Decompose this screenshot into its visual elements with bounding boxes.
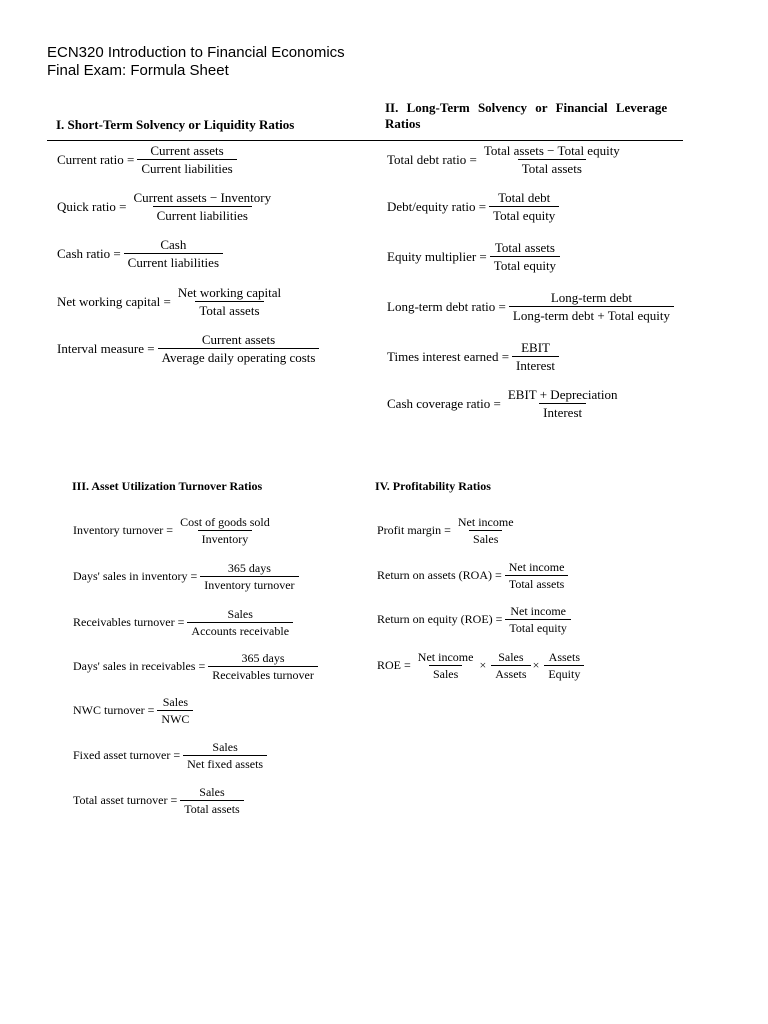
- denominator: Total assets: [505, 575, 568, 591]
- formula-cash-coverage-ratio: [387, 387, 621, 420]
- document-header: [47, 44, 345, 80]
- section-4-title: IV. Profitability Ratios: [375, 479, 491, 493]
- fraction: [512, 340, 559, 373]
- formula-days-sales-in-receivables: [73, 651, 318, 682]
- fraction: [176, 515, 274, 546]
- denominator: Receivables turnover: [208, 666, 318, 682]
- formula-label: ROE =: [377, 658, 411, 672]
- formula-debt-equity-ratio: [387, 190, 559, 223]
- denominator: Equity: [544, 665, 584, 681]
- denominator: Current liabilities: [124, 253, 223, 270]
- section-2-title: [385, 100, 685, 132]
- formula-label: Days' sales in receivables =: [73, 659, 206, 673]
- formula-label: Interval measure =: [57, 340, 155, 356]
- section-3-title: III. Asset Utilization Turnover Ratios: [72, 479, 263, 493]
- times-sign: ×: [532, 658, 540, 672]
- fraction: [180, 785, 243, 816]
- numerator: Net income: [457, 515, 514, 529]
- denominator: Total assets: [518, 159, 586, 176]
- denominator: Total assets: [195, 301, 263, 318]
- formula-label: Return on equity (ROE) =: [377, 612, 503, 626]
- formula-label: Equity multiplier =: [387, 248, 487, 264]
- fraction: [490, 240, 560, 273]
- numerator: Net income: [508, 560, 565, 574]
- formula-total-debt-ratio: [387, 143, 624, 176]
- numerator: Cost of goods sold: [180, 515, 270, 529]
- formula-label: Long-term debt ratio =: [387, 298, 506, 314]
- denominator: Interest: [539, 403, 586, 420]
- formula-label: Times interest earned =: [387, 348, 510, 364]
- numerator: Sales: [227, 607, 253, 621]
- formula-label: NWC turnover =: [73, 703, 155, 717]
- denominator: Sales: [429, 665, 462, 681]
- fraction: [480, 143, 624, 176]
- formula-long-term-debt-ratio: [387, 290, 674, 323]
- numerator: EBIT + Depreciation: [507, 387, 618, 402]
- formula-label: Cash coverage ratio =: [387, 395, 501, 411]
- numerator: Net working capital: [177, 285, 282, 300]
- formula-label: Debt/equity ratio =: [387, 198, 487, 214]
- fraction: [157, 695, 193, 726]
- formula-label: Inventory turnover =: [73, 523, 174, 537]
- section-2-title-line2: Ratios: [385, 116, 421, 131]
- fraction: [200, 561, 298, 592]
- formula-quick-ratio: [57, 190, 275, 223]
- numerator: Current assets: [201, 332, 276, 347]
- formula-profit-margin: [377, 515, 518, 546]
- fraction: [505, 560, 569, 591]
- formula-label: Total debt ratio =: [387, 151, 477, 167]
- numerator: Total assets: [494, 240, 555, 255]
- formula-label: Return on assets (ROA) =: [377, 568, 502, 582]
- denominator: Total assets: [180, 800, 243, 816]
- denominator: Total equity: [505, 619, 570, 635]
- formula-return-on-assets: [377, 560, 568, 591]
- denominator: Total equity: [489, 206, 559, 223]
- numerator: Total assets − Total equity: [483, 143, 620, 158]
- denominator: Long-term debt + Total equity: [509, 306, 674, 323]
- formula-label: Current ratio =: [57, 151, 135, 167]
- denominator: Accounts receivable: [187, 622, 293, 638]
- fraction: [183, 740, 267, 771]
- section-divider: [47, 140, 683, 141]
- numerator: 365 days: [241, 651, 285, 665]
- formula-equity-multiplier: [387, 240, 560, 273]
- numerator: Cash: [160, 237, 187, 252]
- formula-times-interest-earned: [387, 340, 559, 373]
- denominator: Interest: [512, 356, 559, 373]
- formula-label: Total asset turnover =: [73, 793, 178, 807]
- numerator: Total debt: [498, 190, 551, 205]
- numerator: Long-term debt: [550, 290, 633, 305]
- formula-label: Fixed asset turnover =: [73, 748, 181, 762]
- fraction: [544, 650, 584, 681]
- fraction: [454, 515, 518, 546]
- numerator: Net income: [510, 604, 566, 618]
- formula-nwc-turnover: [73, 695, 193, 726]
- denominator: NWC: [157, 710, 193, 726]
- formula-label: Days' sales in inventory =: [73, 569, 198, 583]
- formula-net-working-capital: [57, 285, 285, 318]
- numerator: Current assets: [150, 143, 224, 158]
- formula-cash-ratio: [57, 237, 223, 270]
- denominator: Net fixed assets: [183, 755, 267, 771]
- numerator: Sales: [199, 785, 225, 799]
- denominator: Average daily operating costs: [158, 348, 320, 365]
- course-title: ECN320 Introduction to Financial Economics: [47, 44, 345, 61]
- formula-days-sales-in-inventory: [73, 561, 299, 592]
- section-1-title: I. Short-Term Solvency or Liquidity Ratios: [56, 117, 295, 132]
- fraction: [505, 604, 570, 635]
- numerator: 365 days: [227, 561, 271, 575]
- numerator: Sales: [498, 650, 524, 664]
- fraction: [509, 290, 674, 323]
- fraction: [187, 607, 293, 638]
- section-2-title-line1: II. Long-Term Solvency or Financial Leverage: [385, 100, 668, 115]
- numerator: Assets: [548, 650, 581, 664]
- denominator: Current liabilities: [153, 206, 252, 223]
- formula-fixed-asset-turnover: [73, 740, 267, 771]
- formula-label: Cash ratio =: [57, 245, 121, 261]
- fraction: [137, 143, 236, 176]
- times-sign: ×: [479, 658, 487, 672]
- formula-label: Quick ratio =: [57, 198, 127, 214]
- fraction: [414, 650, 478, 681]
- numerator: EBIT: [521, 340, 550, 355]
- fraction: [208, 651, 318, 682]
- formula-inventory-turnover: [73, 515, 274, 546]
- fraction: [489, 190, 559, 223]
- formula-receivables-turnover: [73, 607, 293, 638]
- formula-label: Receivables turnover =: [73, 615, 185, 629]
- formula-roe-dupont: [377, 650, 584, 681]
- denominator: Current liabilities: [137, 159, 236, 176]
- formula-interval-measure: [57, 332, 319, 365]
- numerator: Net income: [417, 650, 474, 664]
- formula-label: Profit margin =: [377, 523, 451, 537]
- numerator: Current assets − Inventory: [133, 190, 272, 205]
- numerator: Sales: [162, 695, 189, 709]
- numerator: Sales: [212, 740, 238, 754]
- fraction: [129, 190, 275, 223]
- fraction: [174, 285, 285, 318]
- denominator: Inventory: [198, 530, 253, 546]
- fraction: [124, 237, 223, 270]
- denominator: Total equity: [490, 256, 560, 273]
- formula-current-ratio: [57, 143, 237, 176]
- formula-label: Net working capital =: [57, 293, 171, 309]
- formula-total-asset-turnover: [73, 785, 244, 816]
- fraction: [504, 387, 622, 420]
- fraction: [158, 332, 320, 365]
- denominator: Sales: [469, 530, 502, 546]
- formula-return-on-equity: [377, 604, 571, 635]
- sheet-title: Final Exam: Formula Sheet: [47, 62, 229, 79]
- fraction: [491, 650, 530, 681]
- denominator: Assets: [491, 665, 530, 681]
- denominator: Inventory turnover: [200, 576, 298, 592]
